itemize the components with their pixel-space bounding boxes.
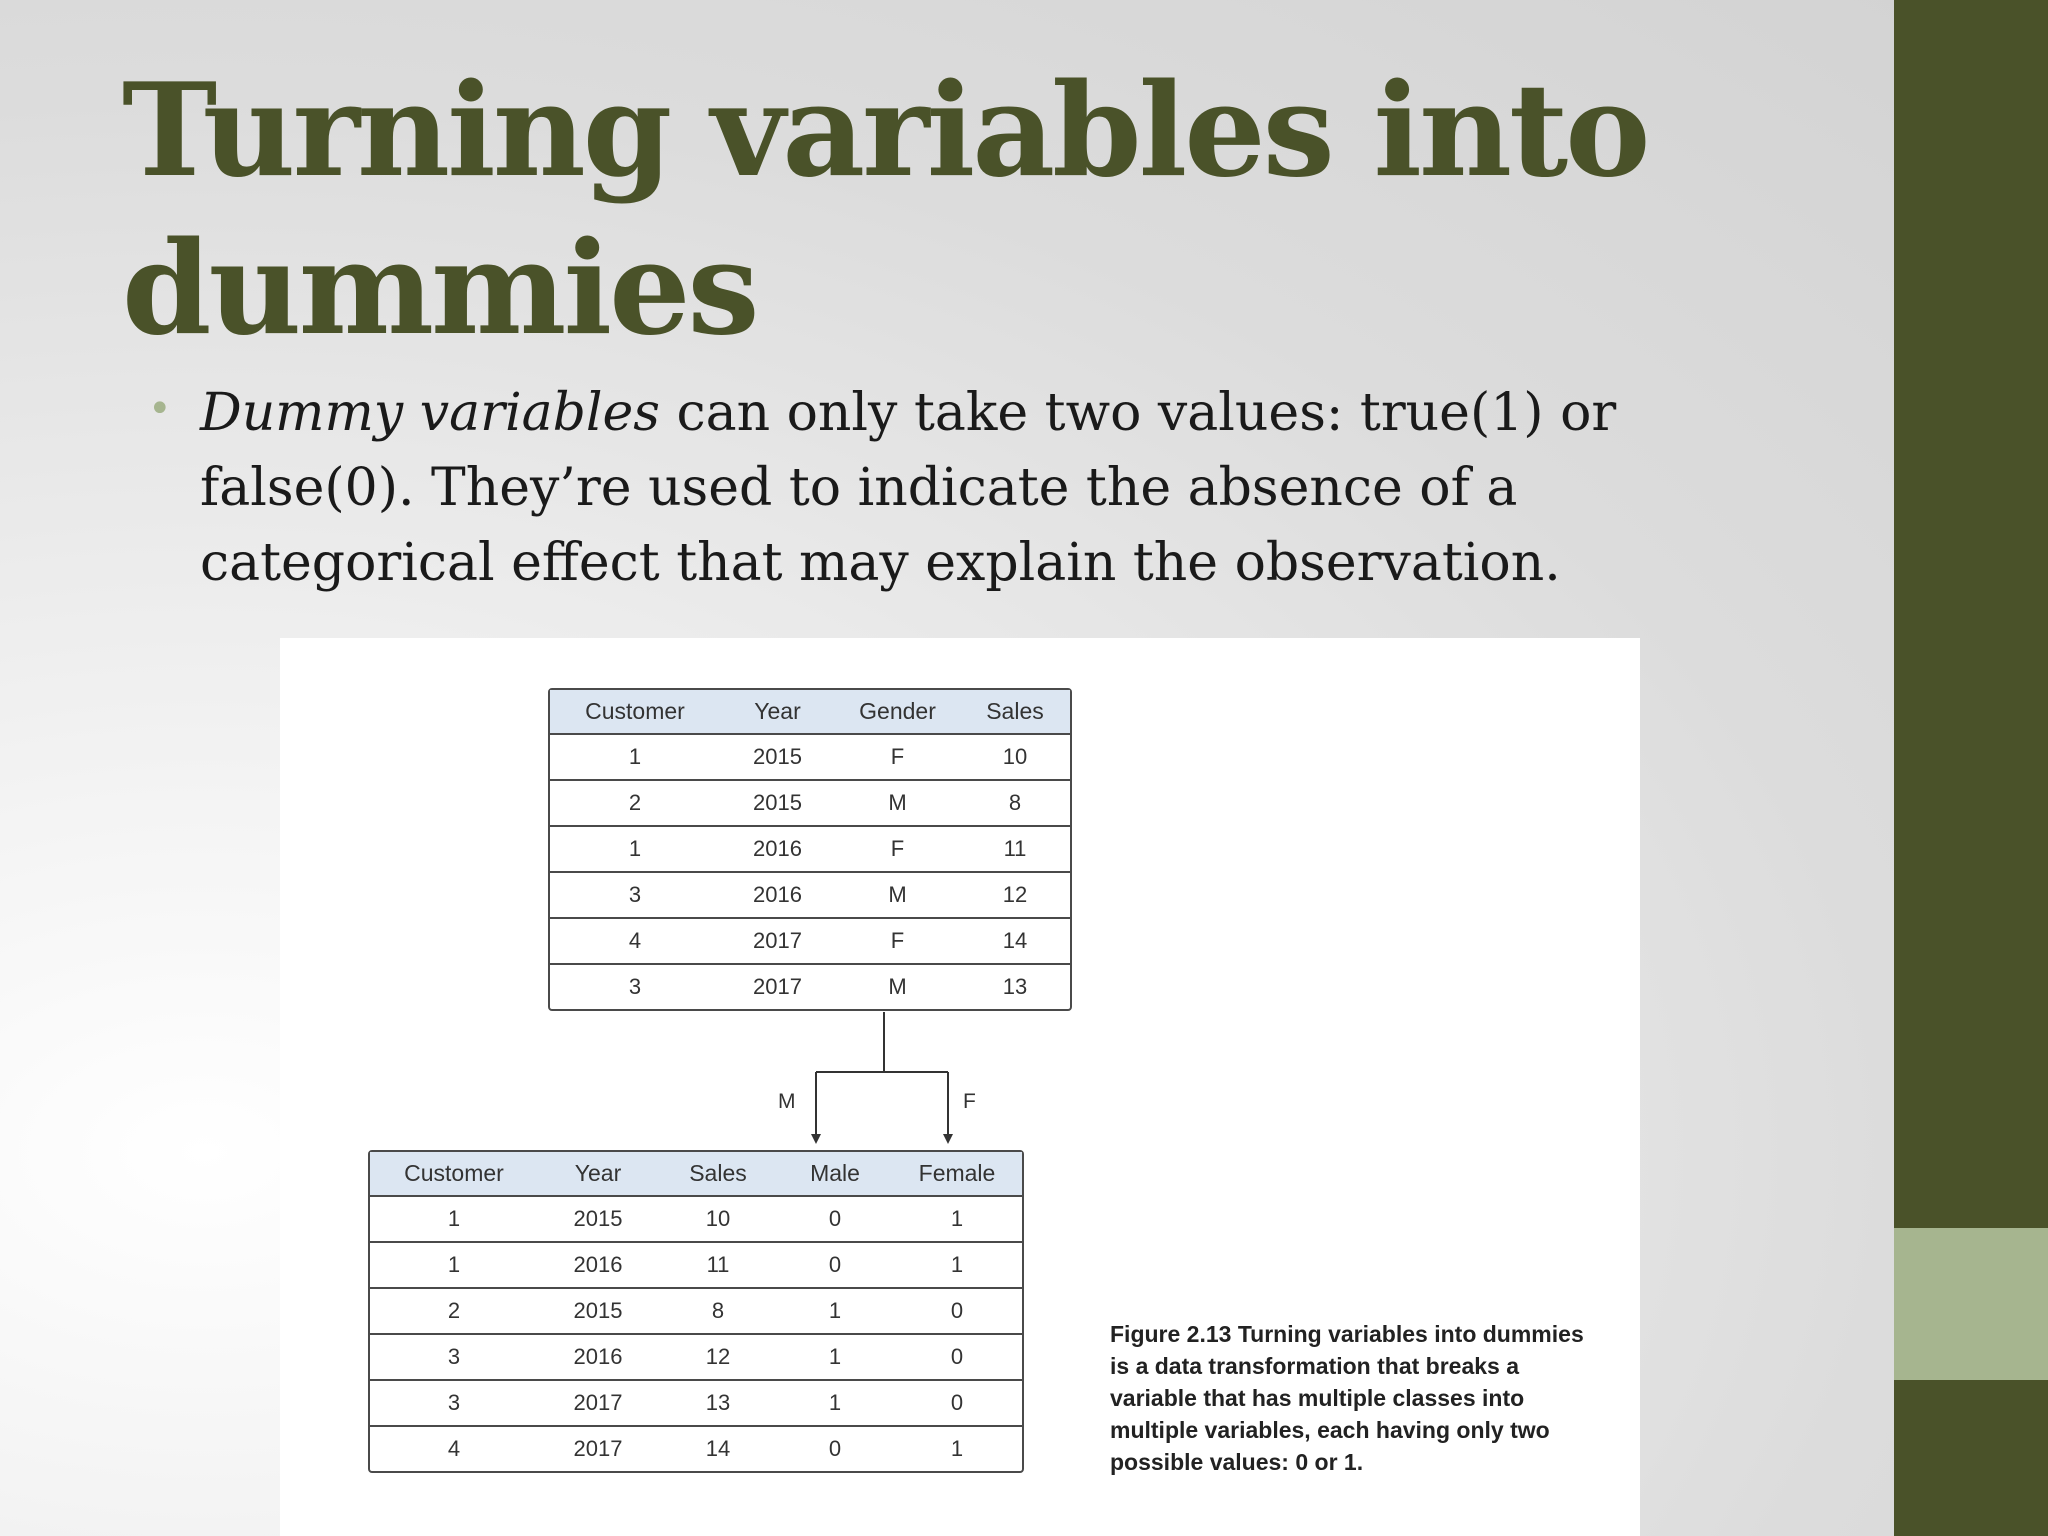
table-cell: 3 xyxy=(447,1344,461,1369)
table-cell: 2016 xyxy=(753,836,802,861)
table-row xyxy=(370,1379,1022,1425)
table-cell: 1 xyxy=(950,1252,964,1277)
table-cell: 2 xyxy=(628,790,642,815)
bullet-body: can only take two values: true(1) or false(0). They’re used to indicate the absence of a categorical effect that may explain the observation. xyxy=(200,383,1617,593)
table-cell: 13 xyxy=(705,1390,731,1415)
table-cell: 1 xyxy=(950,1436,964,1461)
table-cell: 2017 xyxy=(573,1436,623,1461)
table-cell: 1 xyxy=(628,744,642,769)
table-cell: 1 xyxy=(447,1252,461,1277)
table-cell: 13 xyxy=(1002,974,1028,999)
table-cell: 3 xyxy=(447,1390,461,1415)
bullet-text xyxy=(200,376,1808,601)
table-cell: 0 xyxy=(950,1298,964,1323)
table-row xyxy=(370,1333,1022,1379)
table-cell: 2015 xyxy=(573,1298,623,1323)
table-cell: 2015 xyxy=(573,1206,623,1231)
arrowhead-icon xyxy=(811,1134,821,1144)
table-cell: 8 xyxy=(1008,790,1022,815)
table-row xyxy=(370,1287,1022,1333)
table-cell: 2016 xyxy=(573,1252,623,1277)
column-header: Year xyxy=(754,698,801,724)
table-row xyxy=(370,1425,1022,1471)
table-row xyxy=(370,1195,1022,1241)
table-cell: F xyxy=(890,836,905,861)
column-header: Sales xyxy=(689,1160,747,1186)
table-header-row xyxy=(370,1152,1022,1195)
figure-caption: Figure 2.13 Turning variables into dummies is a data transformation that breaks a variable that has multiple classes into multiple variables, each having only two possible values: 0 or 1. xyxy=(1110,1321,1584,1475)
table-cell: 10 xyxy=(1002,744,1028,769)
table-cell: 1 xyxy=(950,1206,964,1231)
column-header: Year xyxy=(574,1160,622,1186)
table-cell: 2017 xyxy=(753,928,802,953)
figure-image xyxy=(280,638,1640,1536)
table-cell: 4 xyxy=(447,1436,461,1461)
table-cell: 10 xyxy=(705,1206,731,1231)
table-cell: 2015 xyxy=(753,790,802,815)
bullet-dot-icon: • xyxy=(148,386,172,432)
column-header: Female xyxy=(918,1160,996,1186)
table-cell: M xyxy=(888,974,907,999)
column-header: Male xyxy=(810,1160,860,1186)
column-header: Sales xyxy=(986,698,1044,724)
column-header: Gender xyxy=(859,698,936,724)
table-cell: 2017 xyxy=(753,974,802,999)
table-cell: 2015 xyxy=(753,744,802,769)
table-cell: 1 xyxy=(828,1344,842,1369)
table-cell: 12 xyxy=(705,1344,731,1369)
table-cell: 0 xyxy=(950,1390,964,1415)
table-cell: 1 xyxy=(628,836,642,861)
table-cell: 2 xyxy=(447,1298,461,1323)
table-cell: 11 xyxy=(1003,836,1027,861)
table-cell: M xyxy=(888,790,907,815)
table-cell: 3 xyxy=(628,882,642,907)
table-cell: 1 xyxy=(828,1390,842,1415)
table-cell: 1 xyxy=(828,1298,842,1323)
branch-label-male: M xyxy=(778,1090,796,1113)
table-cell: F xyxy=(890,744,905,769)
table-cell: F xyxy=(890,928,905,953)
table-cell: 0 xyxy=(828,1206,842,1231)
table-row xyxy=(370,1241,1022,1287)
slide-title: Turning variables into dummies xyxy=(122,56,1648,364)
table-cell: 14 xyxy=(1002,928,1028,953)
side-accent-block xyxy=(1894,1228,2048,1380)
table-cell: 12 xyxy=(1002,882,1028,907)
table-cell: 8 xyxy=(711,1298,725,1323)
table-cell: 2017 xyxy=(573,1390,623,1415)
table-cell: 14 xyxy=(705,1436,731,1461)
table-cell: 0 xyxy=(828,1252,842,1277)
table-cell: 2016 xyxy=(753,882,802,907)
table-cell: 2016 xyxy=(573,1344,623,1369)
table-cell: 0 xyxy=(950,1344,964,1369)
bullet-emphasis: Dummy variables xyxy=(200,383,660,443)
column-header: Customer xyxy=(585,698,685,724)
table-cell: M xyxy=(888,882,907,907)
arrowhead-icon xyxy=(943,1134,953,1144)
table-cell: 4 xyxy=(628,928,642,953)
branch-label-female: F xyxy=(963,1090,976,1113)
dummy-table xyxy=(368,1150,1024,1473)
table-cell: 11 xyxy=(706,1252,730,1277)
table-cell: 3 xyxy=(628,974,642,999)
bullet-point xyxy=(148,376,1808,601)
column-header: Customer xyxy=(404,1160,504,1186)
table-cell: 1 xyxy=(447,1206,461,1231)
table-cell: 0 xyxy=(828,1436,842,1461)
